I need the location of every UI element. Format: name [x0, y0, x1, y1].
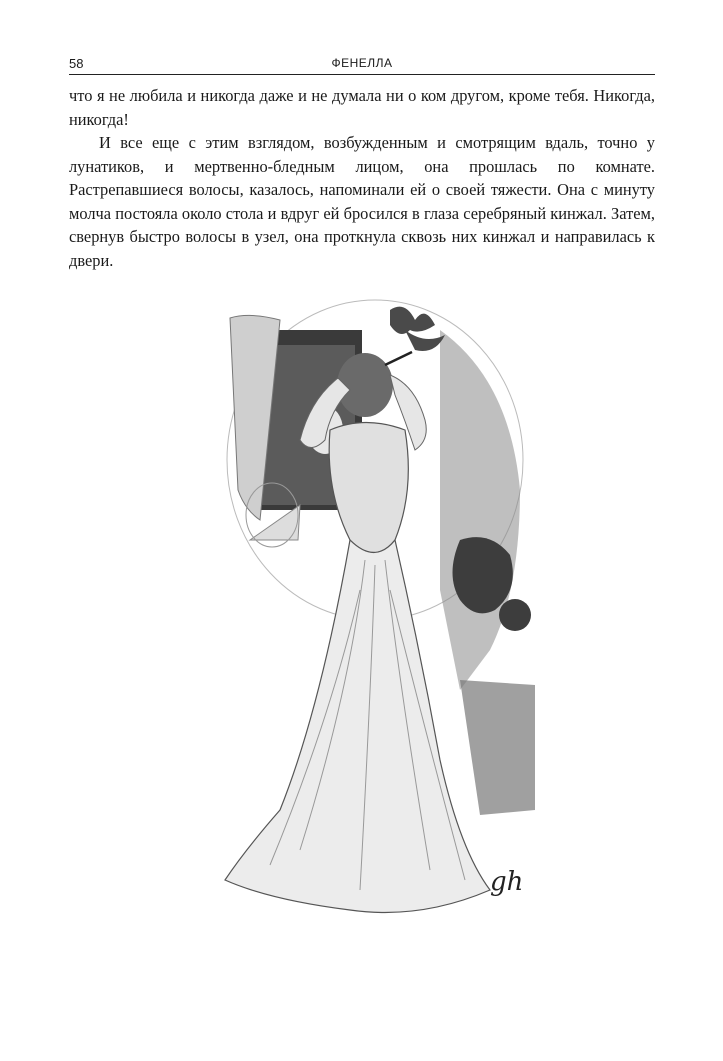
body-text: [69, 84, 655, 272]
dagger: [385, 352, 412, 365]
page-header: [69, 56, 655, 75]
artist-signature: gh: [490, 867, 524, 897]
page-number: 58: [69, 56, 84, 71]
paragraph: И все еще с этим взглядом, возбужденным и смотрящим вдаль, точно у лунатиков, и мертвенно-бледным лицом, она прошлась по комнате. Растрепавшиеся волосы, казалось, напоминали ей о своей тяжести. Она с минуту молча постояла около стола и вдруг ей бросился в глаза серебряный кинжал. Затем, свернув быстро волосы в узел, она проткнула сквозь них кинжал и направилась к двери.: [69, 133, 655, 270]
running-title: ФЕНЕЛЛА: [331, 56, 393, 70]
paragraph: что я не любила и никогда даже и не думала ни о ком другом, кроме тебя. Никогда, никогда!: [69, 86, 655, 129]
table: [460, 680, 535, 815]
dress-bodice: [329, 423, 408, 553]
vignette-shading: [440, 330, 520, 690]
engraving-illustration: [190, 290, 550, 930]
plant-left: [390, 307, 445, 351]
